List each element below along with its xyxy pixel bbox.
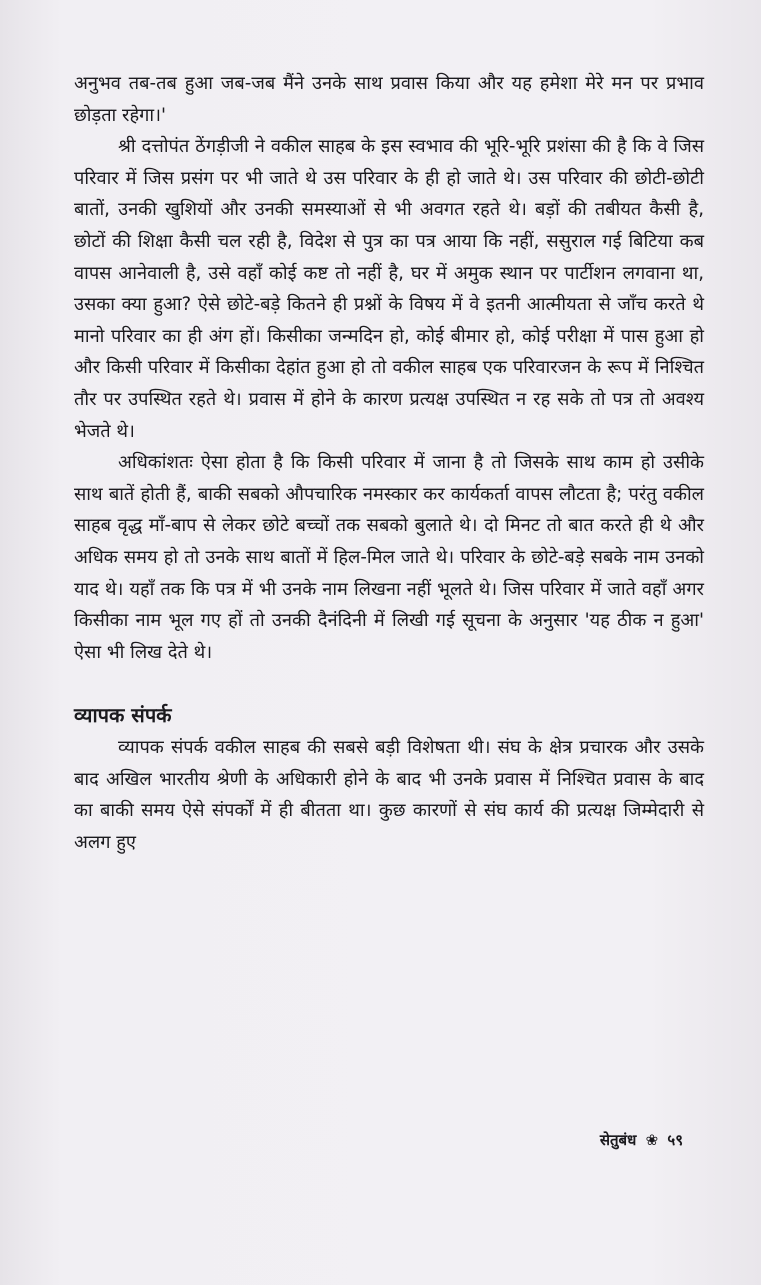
- paragraph-thengadi: श्री दत्तोपंत ठेंगड़ीजी ने वकील साहब के इस स्वभाव की भूरि-भूरि प्रशंसा की है कि वे जिस परिवार में जिस प्रसंग पर भी जाते थे उस परिवार के ही हो जाते थे। उस परिवार की छोटी-छोटी बातों, उनकी खुशियों और उनकी समस्याओं से भी अवगत रहते थे। बड़ों की तबीयत कैसी है, छोटों की शिक्षा कैसी चल रही है, विदेश से पुत्र का पत्र आया कि नहीं, ससुराल गई बिटिया कब वापस आनेवाली है, उसे वहाँ कोई कष्ट तो नहीं है, घर में अमुक स्थान पर पार्टीशन लगवाना था, उसका क्या हुआ? ऐसे छोटे-बड़े कितने ही प्रश्नों के विषय में वे इतनी आत्मीयता से जाँच करते थे मानो परिवार का ही अंग हों। किसीका जन्मदिन हो, कोई बीमार हो, कोई परीक्षा में पास हुआ हो और किसी परिवार में किसीका देहांत हुआ हो तो वकील साहब एक परिवारजन के रूप में निश्चित तौर पर उपस्थित रहते थे। प्रवास में होने के कारण प्रत्यक्ष उपस्थित न रह सके तो पत्र तो अवश्य भेजते थे।: [74, 136, 704, 442]
- page-footer: [600, 1130, 683, 1150]
- paragraph-wide-contact: व्यापक संपर्क वकील साहब की सबसे बड़ी विशेषता थी। संघ के क्षेत्र प्रचारक और उसके बाद अखिल भारतीय श्रेणी के अधिकारी होने के बाद भी उनके प्रवास में निश्चित प्रवास के बाद का बाकी समय ऐसे संपर्कों में ही बीतता था। कुछ कारणों से संघ कार्य की प्रत्यक्ष जिम्मेदारी से अलग हुए: [74, 737, 704, 854]
- page-number: ५९: [667, 1131, 683, 1149]
- flower-ornament-icon: ❀: [645, 1131, 659, 1149]
- paragraph-continuation: अनुभव तब-तब हुआ जब-जब मैंने उनके साथ प्रवास किया और यह हमेशा मेरे मन पर प्रभाव छोड़ता रहेगा।': [74, 73, 704, 126]
- footer-book-title: सेतुबंध: [599, 1131, 637, 1149]
- paragraph-family-visits: अधिकांशतः ऐसा होता है कि किसी परिवार में जाना है तो जिसके साथ काम हो उसीके साथ बातें होती हैं, बाकी सबको औपचारिक नमस्कार कर कार्यकर्ता वापस लौटता है; परंतु वकील साहब वृद्ध माँ-बाप से लेकर छोटे बच्चों तक सबको बुलाते थे। दो मिनट तो बात करते ही थे और अधिक समय हो तो उनके साथ बातों में हिल-मिल जाते थे। परिवार के छोटे-बड़े सबके नाम उनको याद थे। यहाँ तक कि पत्र में भी उनके नाम लिखना नहीं भूलते थे। जिस परिवार में जाते वहाँ अगर किसीका नाम भूल गए हों तो उनकी दैनंदिनी में लिखी गई सूचना के अनुसार 'यह ठीक न हुआ' ऐसा भी लिख देते थे।: [74, 452, 704, 663]
- body-text: [74, 68, 704, 859]
- section-heading: व्यापक संपर्क: [74, 703, 172, 728]
